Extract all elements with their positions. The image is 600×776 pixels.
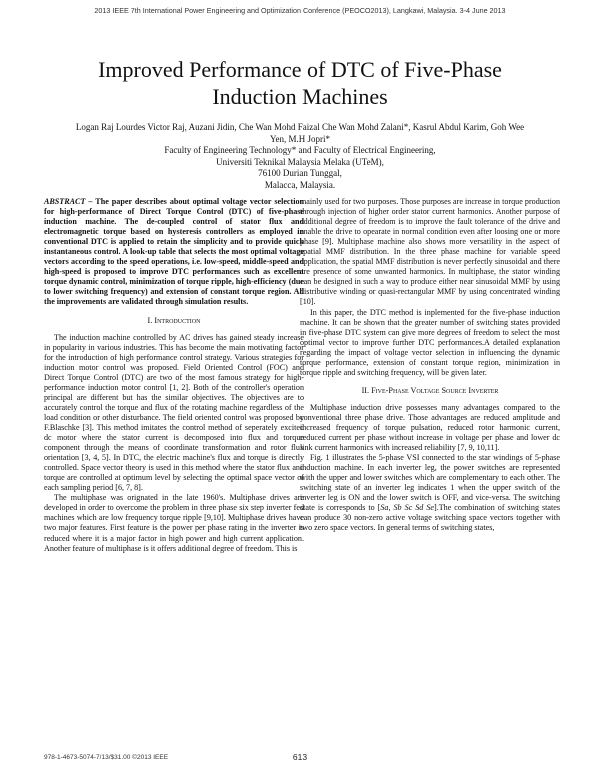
vsi-paragraph-1: Multiphase induction drive possesses many advantages compared to the conventional three phase drive. Those advantages are reduced amplitude and increased frequency of torque pulsation, reduced rotor harmonic current, reduced current per phase without increase in voltage per phase and lower dc link current harmonics with increased reliability [7, 9, 10,11]. <box>300 402 560 453</box>
affiliation-line-4: Malacca, Malaysia. <box>264 179 336 190</box>
vsi-paragraph-2-part-b: ].The combination of switching states can produce 30 non-zero active voltage switching space vectors together with two zero space vectors. In general terms of switching states, <box>300 503 560 533</box>
author-block <box>30 122 570 191</box>
section-number: II. <box>361 385 370 395</box>
section-heading-introduction <box>44 316 304 326</box>
section-number: I. <box>147 315 153 325</box>
affiliation-line-2: Universiti Teknikal Malaysia Melaka (UTeM), <box>216 156 384 167</box>
authors-line-2: Yen, M.H Jopri* <box>269 133 331 144</box>
vsi-paragraph-2 <box>300 453 560 533</box>
footer-isbn: 978-1-4673-5074-7/13/$31.00 ©2013 IEEE <box>44 754 169 761</box>
section-heading-vsi <box>300 386 560 396</box>
section-title: Five-Phase Voltage Source Inverter <box>371 385 499 395</box>
title-line-2: Induction Machines <box>212 84 388 109</box>
vsi-paragraph-2-part-a: Fig. 1 illustrates the 5-phase VSI connected to the star windings of 5-phase induction machine. In each inverter leg, the power switches are represented with the upper and lower switches which are complementary to each other. The switching state of an inverter leg indicates 1 when the upper switch of the inverter leg is ON and the lower switch is OFF, and vice-versa. The switching state is corresponds to [ <box>300 453 560 513</box>
switching-state-symbols: Sa, Sb Sc Sd Se <box>380 503 434 513</box>
abstract-text: – The paper describes about optimal voltage vector selection for high-performance of Direct Torque Control (DTC) of five-phase induction machine. The de-coupled control of stator flux and electromagnetic torque based on hysteresis controllers as employed in conventional DTC is applied to retain the simplicity and to provide quick instantaneous control. A look-up table that selects the most optimal voltage vectors according to the speed operations, i.e. low-speed, middle-speed and high-speed is proposed to improve DTC performances such as excellent torque dynamic control, minimization of torque ripple, high-efficiency (due to lower switching frequency) and extension of constant torque region. All the improvements are validated through simulation results. <box>44 197 304 307</box>
right-column <box>300 197 560 534</box>
intro-paragraph-1: The induction machine controlled by AC drives has gained steady increase in popularity in various industries. This has become the main motivating factor for the introduction of high performance control strategy. Various strategies for induction motor control was proposed. Field Oriented Control (FOC) and Direct Torque Control (DTC) are two of the most famous strategy for high-performance induction motor control [1, 2]. Both of the controller's operation principal are different but has the similar objectives. The objectives are to accurately control the torque and flux of the rotating machine regardless of the load condition or other disturbance. The field oriented control was proposed by F.Blaschke [3]. This method imitates the control method of seperately excited dc motor where the stator current is decomposed into flux and torque component through the means of coordinate transformation and rotor flux orientation [3, 4, 5]. In DTC, the electric machine's flux and torque is directly controlled. Space vector theory is used in this method where the stator flux and torque are controlled at optimum level by selecting the optimal space vector of each sampling period [6, 7, 8]. <box>44 332 304 493</box>
abstract-label: ABSTRACT <box>44 197 86 206</box>
abstract <box>44 197 304 308</box>
title-line-1: Improved Performance of DTC of Five-Phase <box>98 57 502 82</box>
affiliation-line-3: 76100 Durian Tunggal, <box>258 168 342 178</box>
page-number: 613 <box>292 752 308 762</box>
right-paragraph-1: mainly used for two purposes. Those purposes are increase in torque production through injection of higher order stator current harmonics. Another purpose of additional degree of freedom is to improve the fault tolerance of the drive and enable the drive to opearate in normal condition even after loosing one or more phase [9]. Multiphase machine also shows more versatility in the aspect of spatial MMF distribution. In the three phase machine for variable speed application, the spatial MMF distribution is never perfectly sinusoidal and there are presence of some unwanted harmonics. In multiphase, the stator winding can be designed in such a way to produce either near sinusoidal MMF by using distributive winding or quasi-rectangular MMF by using concentrated winding [10]. <box>300 197 560 307</box>
intro-paragraph-2: The multiphase was orignated in the late 1960's. Multiphase drives are developed in order to overcome the problem in three phase six step inverter fed machines which are low frequency torque ripple [9,10]. Multiphase drives have two major features. First feature is the power per phase rating in the inverter is reduced where it is a major factor in high power and high current application. Another feature of multiphase is it offers additional degree of freedom. This is <box>44 493 304 553</box>
section-title: Introduction <box>154 315 201 325</box>
authors-line-1: Logan Raj Lourdes Victor Raj, Auzani Jidin, Che Wan Mohd Faizal Che Wan Mohd Zalani*, Kasrul Abdul Karim, Goh Wee <box>75 122 525 132</box>
conference-header: 2013 IEEE 7th International Power Engineering and Optimization Conference (PEOCO2013), Langkawi, Malaysia. 3-4 June 2013 <box>94 6 506 15</box>
left-column <box>44 197 304 554</box>
paper-title <box>40 56 560 110</box>
affiliation-line-1: Faculty of Engineering Technology* and Faculty of Electrical Engineering, <box>164 145 436 155</box>
right-paragraph-2: In this paper, the DTC method is inplemented for the five-phase induction machine. It can be shown that the greater number of switching states provided in five-phase DTC system can give more degrees of freedom to select the most optimal vector to improve further DTC performances.A detailed explanation regarding the impact of voltage vector selection in influencing the dynamic torque performance, extension of constant torque region, minimization in torque ripple and switching frequency, will be given later. <box>300 307 560 377</box>
